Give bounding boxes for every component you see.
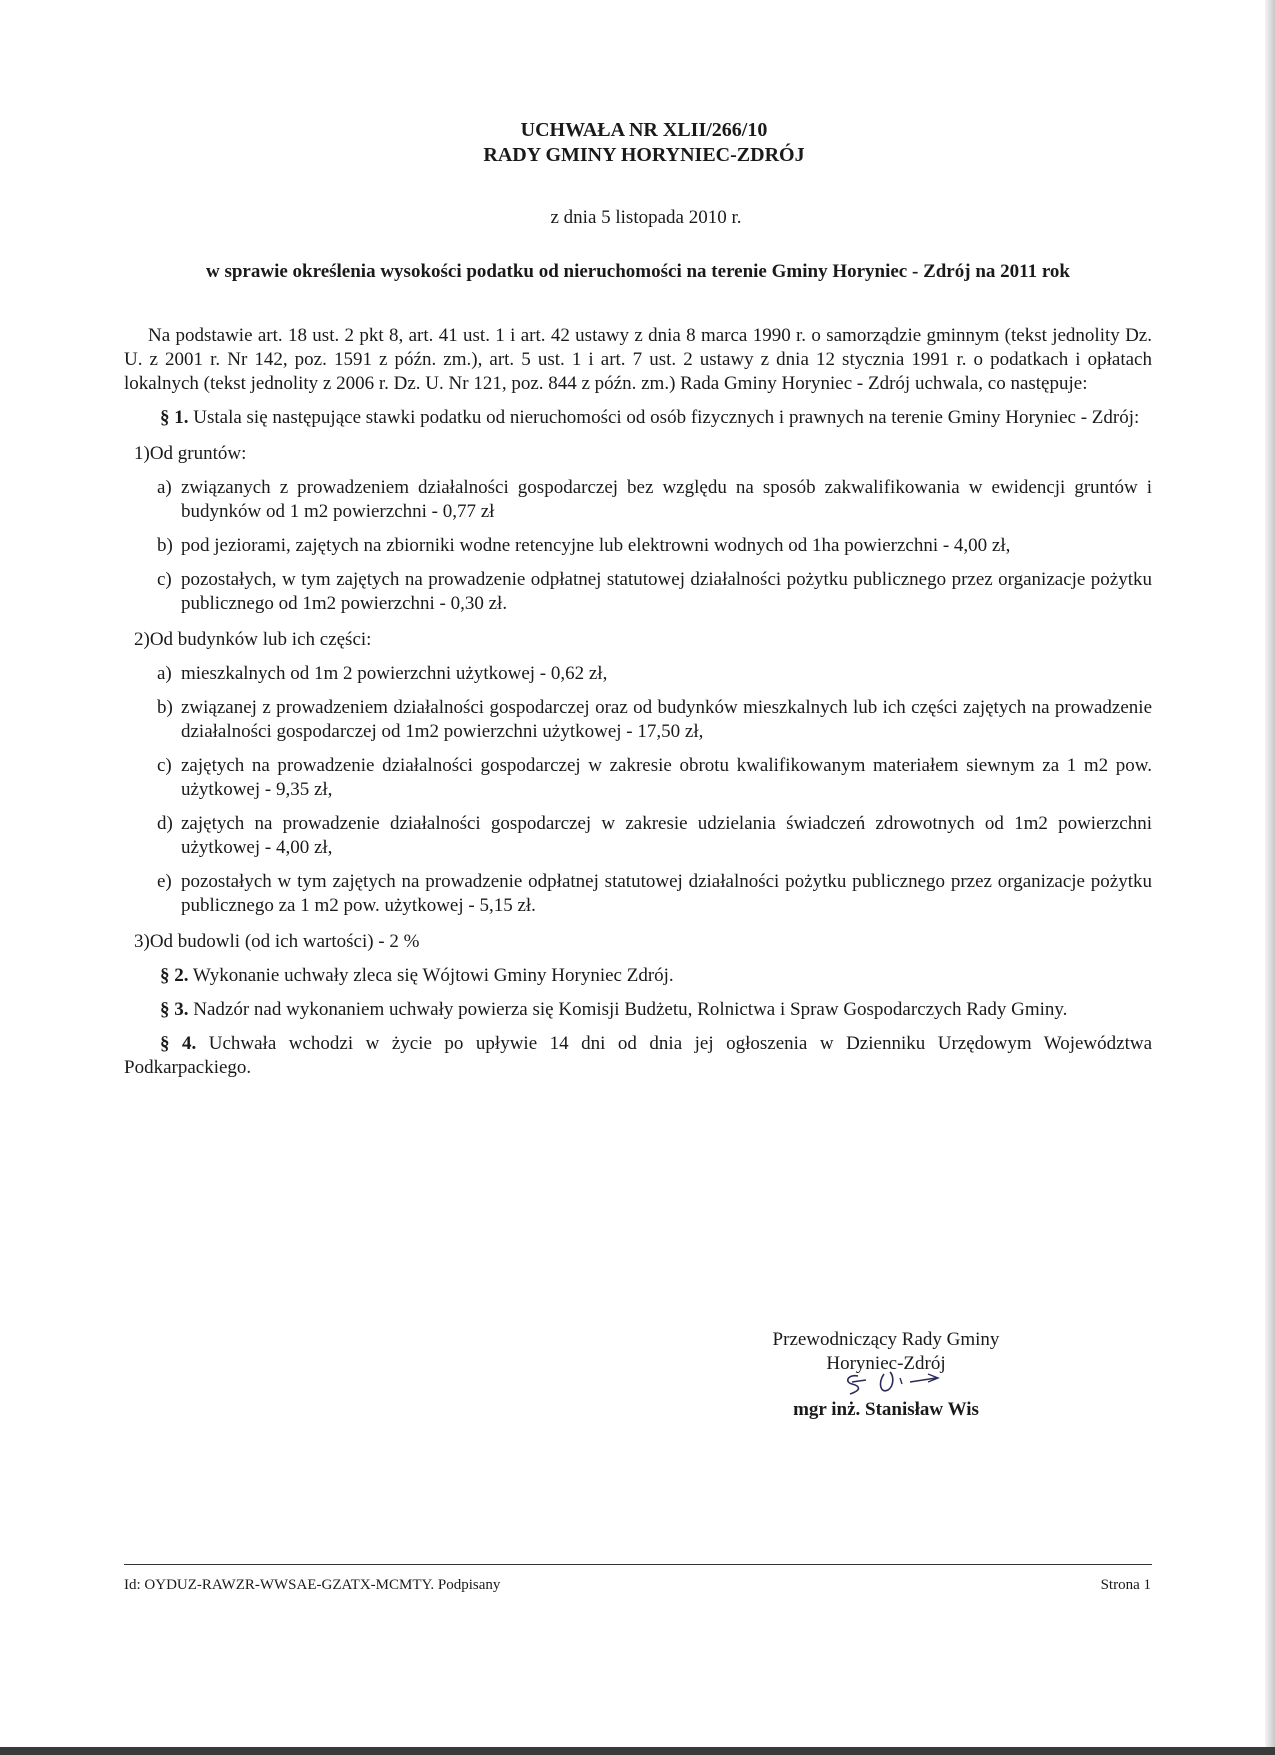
section-number: § 1. <box>160 407 189 428</box>
list-item <box>157 754 1152 802</box>
list-item-text: zajętych na prowadzenie działalności gospodarczej w zakresie obrotu kwalifikowanym materiałem siewnym za 1 m2 pow. użytkowej - 9,35 zł, <box>181 755 1152 800</box>
list-item-text: pozostałych w tym zajętych na prowadzenie odpłatnej statutowej działalności pożytku publicznego przez organizacje pożytku publicznego za 1 m2 pow. użytkowej - 5,15 zł. <box>181 871 1152 916</box>
list-item-text: pozostałych, w tym zajętych na prowadzenie odpłatnej statutowej działalności pożytku publicznego przez organizacje pożytku publicznego od 1m2 powierzchni - 0,30 zł. <box>181 569 1152 614</box>
section-text: Ustala się następujące stawki podatku od nieruchomości od osób fizycznych i prawnych na terenie Gminy Horyniec - Zdrój: <box>193 407 1140 428</box>
council-name: RADY GMINY HORYNIEC-ZDRÓJ <box>483 144 805 166</box>
section-1 <box>124 406 1152 430</box>
list-marker: a) <box>157 477 172 498</box>
list-item <box>157 568 1152 616</box>
resolution-subject: w sprawie określenia wysokości podatku od nieruchomości na terenie Gminy Horyniec - Zdrój na 2011 rok <box>205 261 1070 282</box>
section-4 <box>124 1032 1152 1080</box>
list-marker: e) <box>157 871 172 892</box>
resolution-number: UCHWAŁA NR XLII/266/10 <box>520 119 768 141</box>
list-marker: c) <box>157 755 172 776</box>
section-number: § 3. <box>160 999 189 1020</box>
document-body <box>124 118 1152 1080</box>
section-text: Wykonanie uchwały zleca się Wójtowi Gminy Horyniec Zdrój. <box>192 965 674 986</box>
document-id: Id: OYDUZ-RAWZR-WWSAE-GZATX-MCMTY. Podpisany <box>124 1577 501 1593</box>
group-land-label: 1)Od gruntów: <box>134 443 247 464</box>
list-item-text: zajętych na prowadzenie działalności gospodarczej w zakresie udzielania świadczeń zdrowotnych od 1m2 powierzchni użytkowej - 4,00 zł, <box>181 813 1152 858</box>
legal-basis: Na podstawie art. 18 ust. 2 pkt 8, art. 41 ust. 1 i art. 42 ustawy z dnia 8 marca 1990 r. o samorządzie gminnym (tekst jednolity Dz. U. z 2001 r. Nr 142, poz. 1591 z późn. zm.), art. 5 ust. 1 i art. 7 ust. 2 ustawy z dnia 12 stycznia 1991 r. o podatkach i opłatach lokalnych (tekst jednolity z 2006 r. Dz. U. Nr 121, poz. 844 z późn. zm.) Rada Gminy Horyniec - Zdrój uchwala, co następuje: <box>124 325 1152 394</box>
list-item <box>157 476 1152 524</box>
list-marker: a) <box>157 663 172 684</box>
list-item <box>157 812 1152 860</box>
list-marker: d) <box>157 813 173 834</box>
list-item <box>157 870 1152 918</box>
scan-edge <box>1265 0 1275 1755</box>
section-number: § 2. <box>160 965 189 986</box>
scan-bottom-edge <box>0 1747 1275 1755</box>
list-item-text: związanych z prowadzeniem działalności gospodarczej bez względu na sposób zakwalifikowania w ewidencji gruntów i budynków od 1 m2 powierzchni - 0,77 zł <box>181 477 1152 522</box>
list-marker: b) <box>157 697 173 718</box>
list-marker: b) <box>157 535 173 556</box>
signer-role: Przewodniczący Rady Gminy <box>772 1329 1000 1350</box>
section-text: Nadzór nad wykonaniem uchwały powierza się Komisji Budżetu, Rolnictwa i Spraw Gospodarczych Rady Gminy. <box>193 999 1068 1020</box>
section-2 <box>124 964 1152 988</box>
page-number: Strona 1 <box>1100 1577 1151 1593</box>
section-text: Uchwała wchodzi w życie po upływie 14 dni od dnia jej ogłoszenia w Dzienniku Urzędowym Województwa Podkarpackiego. <box>124 1033 1153 1078</box>
footer-divider <box>124 1564 1152 1565</box>
section-number: § 4. <box>160 1033 197 1054</box>
resolution-date: z dnia 5 listopada 2010 r. <box>550 207 742 228</box>
list-item-text: pod jeziorami, zajętych na zbiorniki wodne retencyjne lub elektrowni wodnych od 1ha powierzchni - 4,00 zł, <box>181 535 1011 556</box>
handwritten-signature <box>840 1368 950 1398</box>
signer-name: mgr inż. Stanisław Wis <box>793 1399 979 1420</box>
list-item-text: mieszkalnych od 1m 2 powierzchni użytkowej - 0,62 zł, <box>181 663 608 684</box>
signature-block <box>756 1328 1016 1422</box>
group-structures-label: 3)Od budowli (od ich wartości) - 2 % <box>134 931 420 952</box>
group-buildings-label: 2)Od budynków lub ich części: <box>134 629 372 650</box>
list-item <box>157 662 1152 686</box>
section-3 <box>124 998 1152 1022</box>
signer-municipality: Horyniec-Zdrój <box>826 1353 946 1374</box>
list-item-text: związanej z prowadzeniem działalności gospodarczej oraz od budynków mieszkalnych lub ich części zajętych na prowadzenie działalności gospodarczej od 1m2 powierzchni użytkowej - 17,50 zł, <box>181 697 1152 742</box>
list-item <box>157 696 1152 744</box>
list-marker: c) <box>157 569 172 590</box>
list-item <box>157 534 1152 558</box>
